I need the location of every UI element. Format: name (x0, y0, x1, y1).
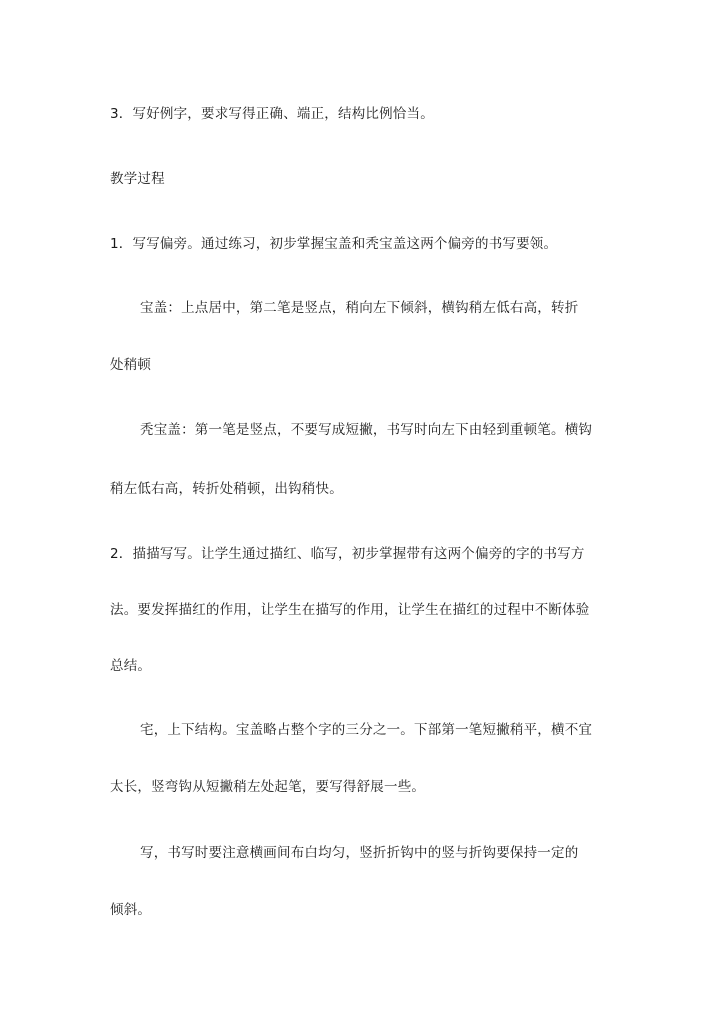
zhai-description-line-1: 宅，上下结构。宝盖略占整个字的三分之一。下部第一笔短撇稍平，横不宜 (140, 722, 593, 738)
baogai-description-line-2: 处稍顿 (110, 357, 152, 373)
baogai-description-line-1: 宝盖：上点居中，第二笔是竖点，稍向左下倾斜，横钩稍左低右高，转折 (140, 300, 579, 316)
tubaogai-description-line-2: 稍左低右高，转折处稍顿，出钩稍快。 (110, 481, 343, 497)
xie-description-line-2: 倾斜。 (110, 902, 152, 918)
xie-description-line-1: 写，书写时要注意横画间布白均匀，竖折折钩中的竖与折钩要保持一定的 (140, 845, 579, 861)
objective-3-line: 3．写好例字，要求写得正确、端正，结构比例恰当。 (110, 106, 434, 122)
zhai-description-line-2: 太长，竖弯钩从短撇稍左处起笔，要写得舒展一些。 (110, 779, 426, 795)
tubaogai-description-line-1: 秃宝盖：第一笔是竖点，不要写成短撇，书写时向左下由轻到重顿笔。横钩 (140, 422, 593, 438)
section-heading-teaching-process: 教学过程 (110, 171, 165, 187)
step-2-line-2: 法。要发挥描红的作用，让学生在描写的作用，让学生在描红的过程中不断体验 (110, 602, 590, 618)
step-2-line-1: 2．描描写写。让学生通过描红、临写，初步掌握带有这两个偏旁的字的书写方 (110, 546, 585, 562)
step-1-line: 1．写写偏旁。通过练习，初步掌握宝盖和秃宝盖这两个偏旁的书写要领。 (110, 236, 558, 252)
step-2-line-3: 总结。 (110, 658, 152, 674)
